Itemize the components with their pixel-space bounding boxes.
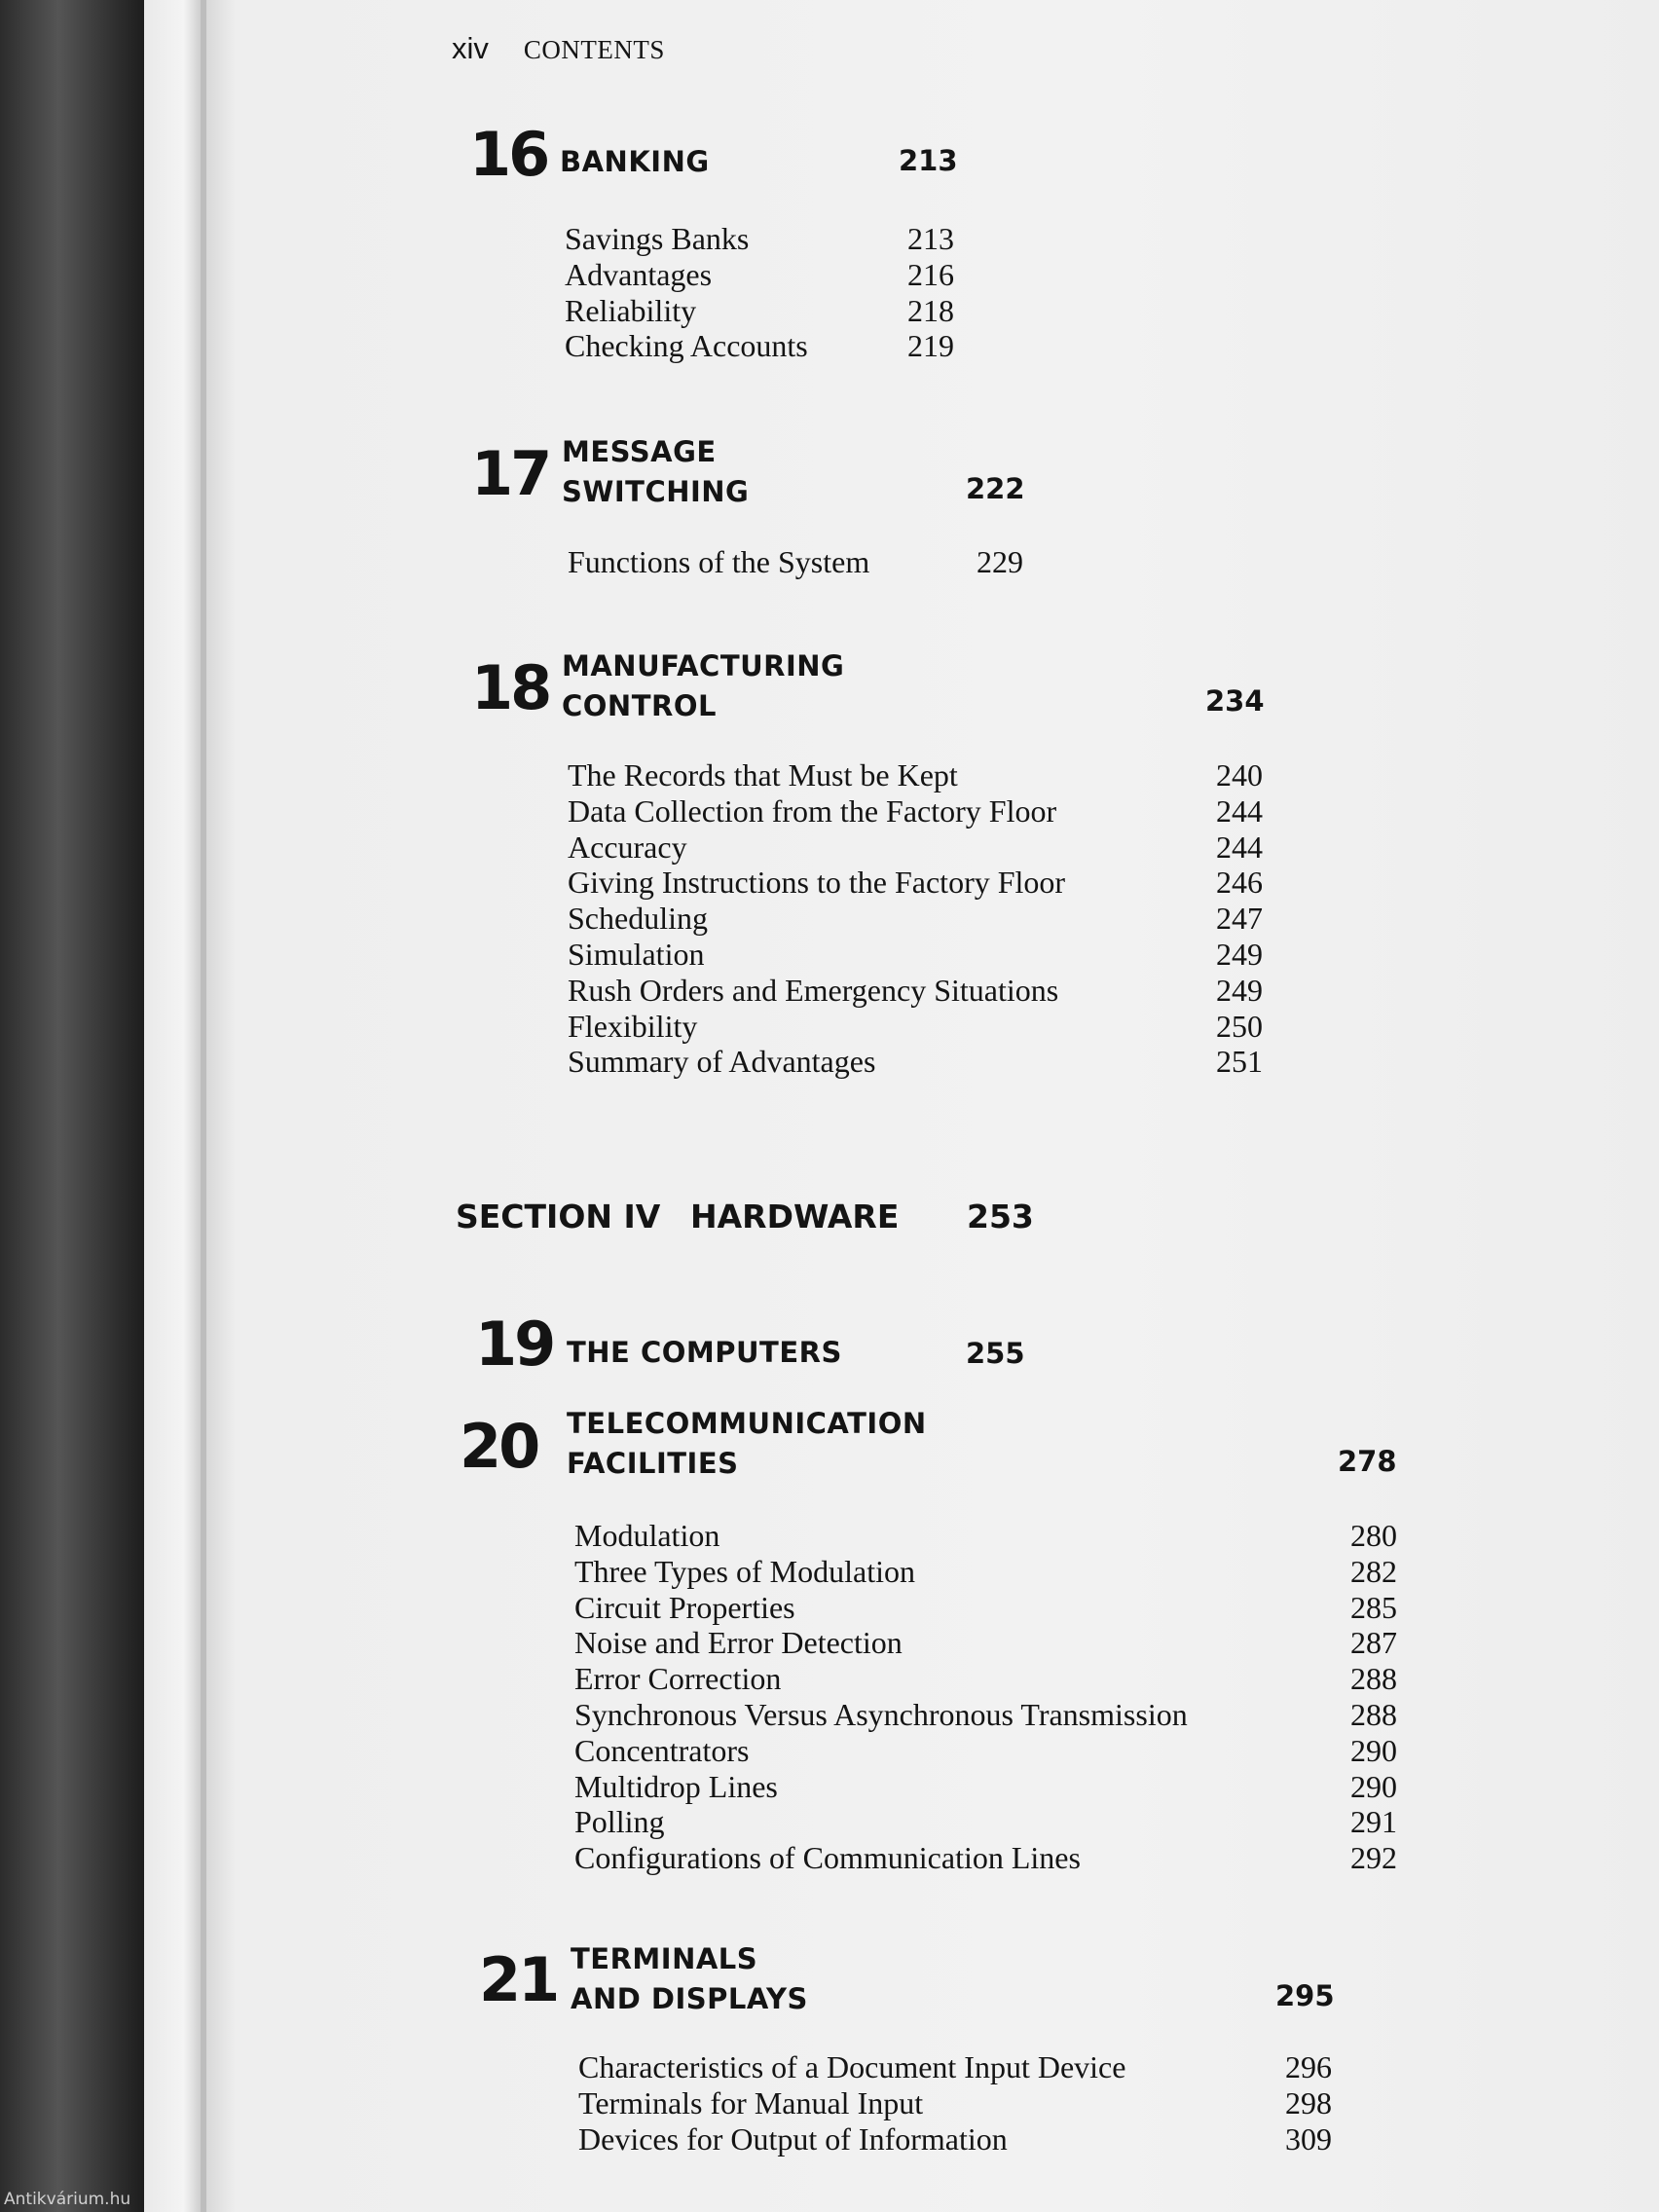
watermark: Antikvárium.hu [4, 2190, 131, 2209]
header-title: CONTENTS [523, 35, 665, 64]
chapter-page: 255 [966, 1337, 1025, 1370]
chapter-title: TERMINALS AND DISPLAYS [571, 1942, 808, 2015]
header-page-number: xiv [452, 31, 489, 65]
chapter-title: TELECOMMUNICATION FACILITIES [567, 1407, 927, 1480]
chapter-page: 234 [1205, 684, 1265, 718]
chapter-number: 16 [469, 119, 548, 190]
section-title: HARDWARE [690, 1198, 900, 1235]
chapter-page: 295 [1275, 1979, 1335, 2012]
chapter-title: MANUFACTURING CONTROL [562, 649, 845, 722]
chapter-number: 19 [475, 1309, 554, 1380]
bleed-through [1627, 146, 1634, 182]
chapter-title: BANKING [560, 145, 710, 178]
section-page: 253 [967, 1198, 1034, 1235]
page-header [452, 31, 665, 66]
chapter-number: 20 [460, 1411, 538, 1482]
chapter-number: 21 [479, 1944, 558, 2015]
section-label: SECTION IV [456, 1198, 661, 1235]
contents-page: xiv CONTENTS 16 BANKING 213 Savings Banks 213 Advantages 216 Reliability 218 Checking Accounts 219 17 MESSAGE SWITCHING 222 Functions of the System 229 18 MANUFACTURING CONTROL 234 The Records that Must be Kept 240 Data Collection from the Factory Floor 244 Accuracy 244 Giving Instructions to the Factory Floor 246 Scheduling 247 Simulation 249 Rush Orders and Emergency Situations 249 Flexibility 250 Summary of Advantages 251 SECTION IV HARDWARE 253 19 THE COMPUTERS 255 20 TELECOMMUNICATION FACILITIES 278 Modulation 280 Three Types of Modulation 282 Circuit Properties 285 Noise and Error Detection 287 Error Correction 288 Synchronous Versus Asynchronous Transmission 288 Concentrators 290 Multidrop Lines 290 Polling 291 Configurations of Communication Lines 292 21 TERMINALS AND DISPLAYS 295 Characteristics of a Document Input Device 296 Terminals for Manual Input 298 Devices for Output of Information 309 [206, 0, 1659, 2212]
chapter-page: 278 [1338, 1445, 1397, 1478]
chapter-number: 17 [471, 438, 550, 509]
left-page-edge [144, 0, 206, 2212]
chapter-page: 213 [899, 144, 958, 177]
chapter-title: MESSAGE SWITCHING [562, 435, 750, 508]
book-spine [0, 0, 144, 2212]
chapter-page: 222 [966, 472, 1025, 505]
chapter-title: THE COMPUTERS [567, 1336, 842, 1369]
chapter-number: 18 [471, 652, 550, 723]
